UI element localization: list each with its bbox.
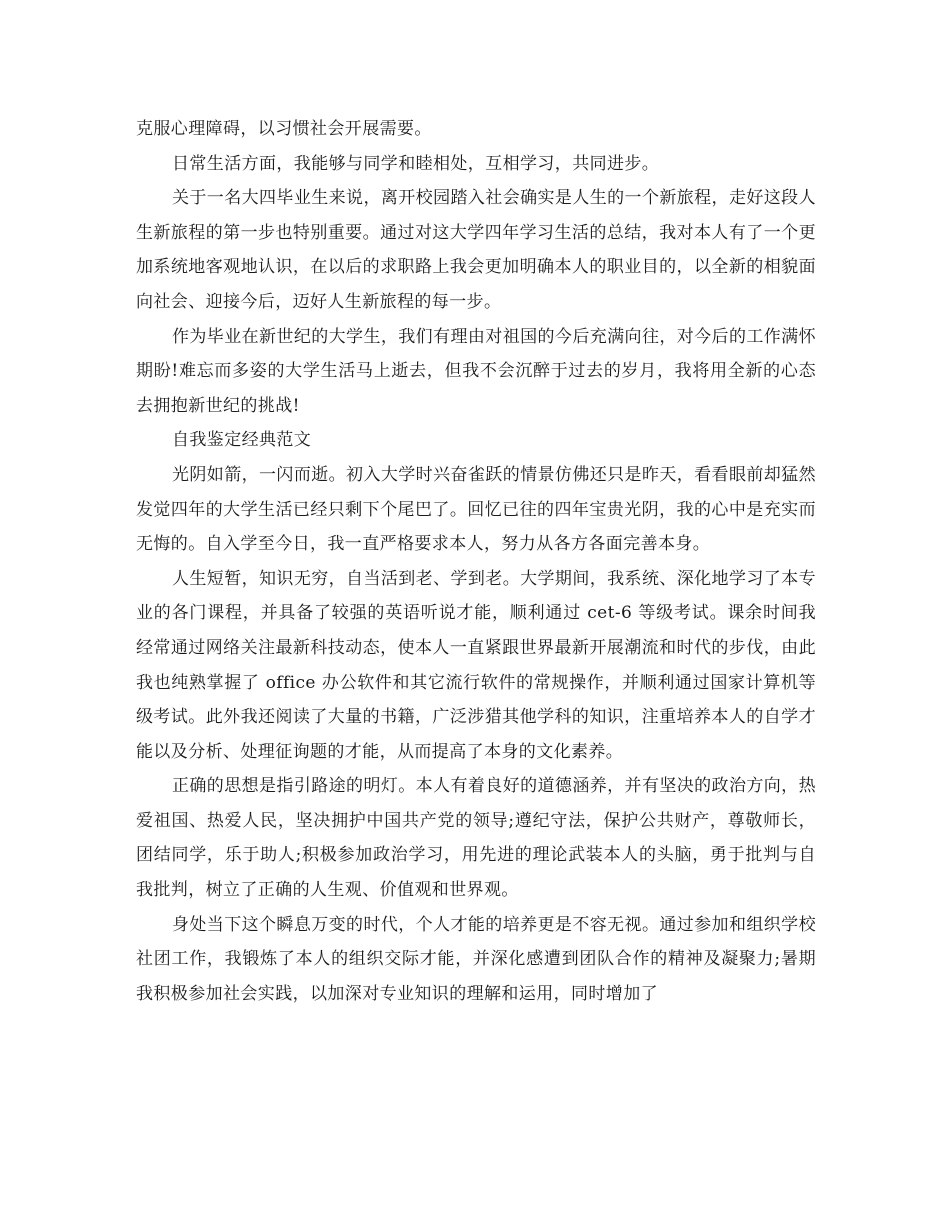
paragraph: 身处当下这个瞬息万变的时代，个人才能的培养更是不容无视。通过参加和组织学校社团工作，我锻炼了本人的组织交际才能，并深化感遭到团队合作的精神及凝聚力;暑期我积极参加社会实践，以加深对专业知识的理解和运用，同时增加了 [136, 914, 816, 1004]
section-heading: 自我鉴定经典范文 [172, 430, 312, 451]
paragraph: 正确的思想是指引路途的明灯。本人有着良好的道德涵养，并有坚决的政治方向，热爱祖国、热爱人民，坚决拥护中国共产党的领导;遵纪守法，保护公共财产，尊敬师长，团结同学，乐于助人;积极参加政治学习，用先进的理论武装本人的头脑，勇于批判与自我批判，树立了正确的人生观、价值观和世界观。 [136, 776, 816, 901]
paragraph: 关于一名大四毕业生来说，离开校园踏入社会确实是人生的一个新旅程，走好这段人生新旅程的第一步也特别重要。通过对这大学四年学习生活的总结，我对本人有了一个更加系统地客观地认识，在以后的求职路上我会更加明确本人的职业目的，以全新的相貌面向社会、迎接今后，迈好人生新旅程的每一步。 [136, 188, 816, 312]
paragraph: 人生短暂，知识无穷，自当活到老、学到老。大学期间，我系统、深化地学习了本专业的各门课程，并具备了较强的英语听说才能，顺利通过 cet-6 等级考试。课余时间我经常通过网络关注最新科技动态，使本人一直紧跟世界最新开展潮流和时代的步伐，由此我也纯熟掌握了 office 办公软件和其它流行软件的常规操作，并顺利通过国家计算机等级考试。此外我还阅读了大量的书籍，广泛涉猎其他学科的知识，注重培养本人的自学才能以及分析、处理征询题的才能，从而提高了本身的文化素养。 [136, 568, 816, 762]
document-body [136, 112, 816, 1011]
paragraph: 光阴如箭，一闪而逝。初入大学时兴奋雀跃的情景仿佛还只是昨天，看看眼前却猛然发觉四年的大学生活已经只剩下个尾巴了。回忆已往的四年宝贵光阴，我的心中是充实而无悔的。自入学至今日，我一直严格要求本人，努力从各方各面完善本身。 [136, 464, 816, 555]
paragraph: 作为毕业在新世纪的大学生，我们有理由对祖国的今后充满向往，对今后的工作满怀期盼!难忘而多姿的大学生活马上逝去，但我不会沉醉于过去的岁月，我将用全新的心态去拥抱新世纪的挑战! [136, 326, 816, 416]
paragraph: 克服心理障碍，以习惯社会开展需要。 [136, 119, 432, 139]
paragraph: 日常生活方面，我能够与同学和睦相处，互相学习，共同进步。 [172, 153, 660, 174]
